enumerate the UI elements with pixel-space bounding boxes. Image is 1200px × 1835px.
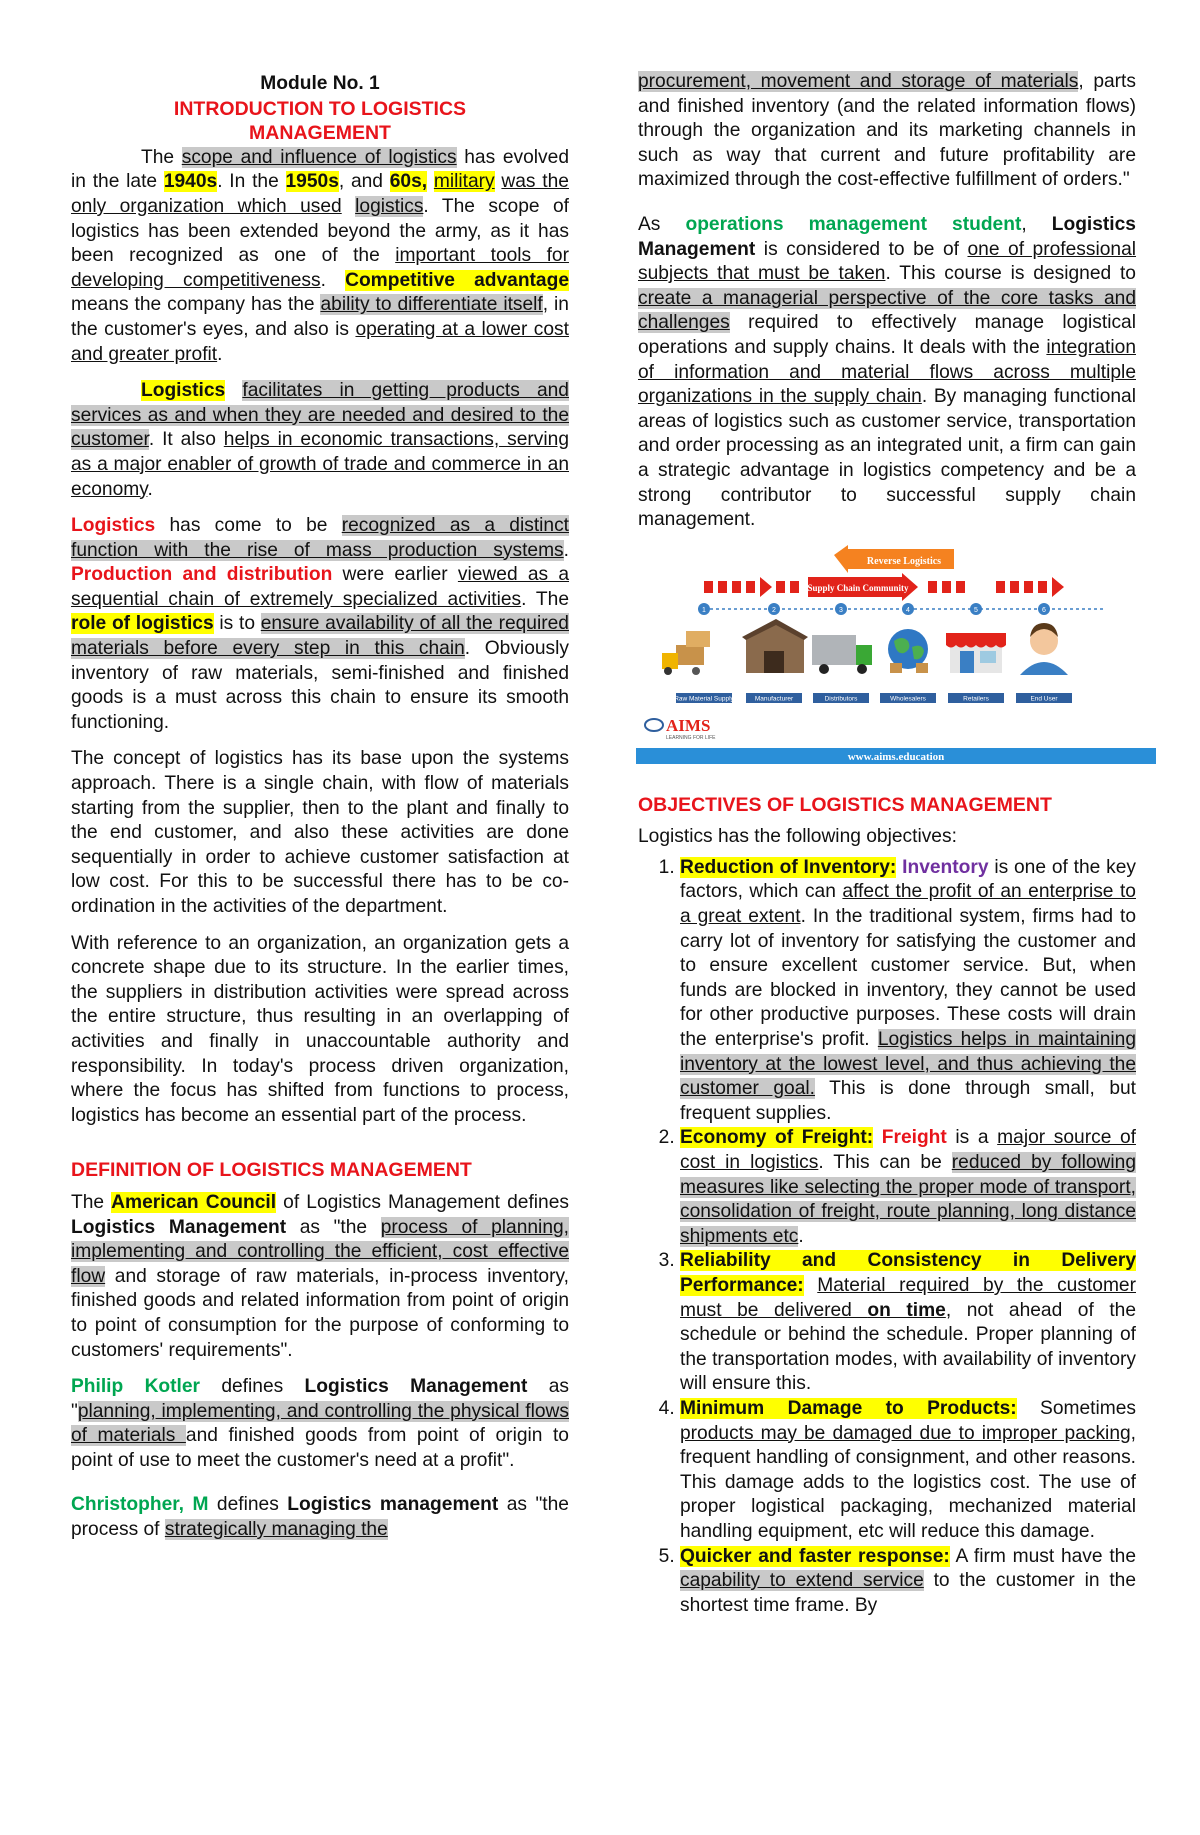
definition-heading: DEFINITION OF LOGISTICS MANAGEMENT <box>71 1159 472 1182</box>
svg-text:End User: End User <box>1030 695 1058 703</box>
title-line-1: INTRODUCTION TO LOGISTICS <box>173 97 467 120</box>
distinct-function-paragraph: Logistics has come to be recognized as a distinct function with the rise of mass production systems. Production and distribution were earlier viewed as a sequential chain of extremely specialized activities. The role of logistics is to ensure availability of all the required materials before every step in this chain. Obviously inventory of raw materials, semi-finished and finished goods is a must across this chain to ensure its smooth functioning. <box>71 515 570 733</box>
objective-item: 2. Economy of Freight: Freight is a major source of cost in logistics. This can be reduced by following measures like selecting the proper mode of transport, consolidation of freight, route planning, long distance shipments etc. <box>680 1126 1136 1249</box>
page-title <box>71 97 569 146</box>
objective-item: 1. Reduction of Inventory: Inventory is one of the key factors, which can affect the profit of an enterprise to a great extent. In the traditional system, firms had to carry lot of inventory for satisfying the customer and to ensure excellent customer service. But, when funds are blocked in inventory, they cannot be used for other productive purposes. These costs will drain the enterprise's profit. Logistics helps in maintaining inventory at the lowest level, and thus achieving the customer goal. This is done through small, but frequent supplies. <box>680 856 1136 1127</box>
operations-student-paragraph: As operations management student, Logistics Management is considered to be of one of professional subjects that must be taken. This course is designed to create a managerial perspective of the core tasks and challenges required to effectively manage logistical operations and supply chains. It deals with the integration of information and material flows across multiple organizations in the supply chain. By managing functional areas of logistics such as customer service, transportation and order processing as an integrated unit, a firm can gain a strategic advantage in logistics competency and be a strong contributor to successful supply chain management. <box>638 213 1137 531</box>
flow-dashes-middle <box>776 581 799 593</box>
christopher-definition: Christopher, M defines Logistics management as "the process of strategically managing the <box>71 1494 569 1541</box>
svg-text:LEARNING FOR LIFE: LEARNING FOR LIFE <box>666 734 716 741</box>
svg-text:4: 4 <box>906 606 910 614</box>
aims-logo <box>645 716 716 741</box>
christopher-definition-continued: procurement, movement and storage of materials, parts and finished inventory (and the related information flows) through the organization and its marketing channels in such as way that current and future profitability are maximized through the cost-effective fulfillment of orders." <box>638 71 1136 191</box>
flow-dashes-left <box>704 577 772 597</box>
objective-item: 4. Minimum Damage to Products: Sometimes products may be damaged due to improper packing, frequent handling of consignment, and other reasons. This damage adds to the logistics cost. The use of proper logistical packaging, mechanized material handling equipment, etc will reduce this damage. <box>680 1397 1136 1545</box>
flow-dashes-right <box>928 577 1064 597</box>
svg-text:2: 2 <box>772 606 776 614</box>
objectives-list <box>638 856 1136 1618</box>
systems-approach-paragraph: The concept of logistics has its base upon the systems approach. There is a single chain, with flow of materials starting from the supplier, then to the plant and finally to the end customer, and also these activities are done sequentially in order to achieve customer satisfaction at low cost. For this to be successful there has to be co-ordination in the activities of the department. <box>71 748 569 917</box>
kotler-definition: Philip Kotler defines Logistics Management as "planning, implementing, and controlling the physical flows of materials and finished goods from point of origin to point of use to meet the customer's need at a profit". <box>71 1376 569 1471</box>
objectives-heading: OBJECTIVES OF LOGISTICS MANAGEMENT <box>638 793 1052 816</box>
intro-paragraph: The scope and influence of logistics has evolved in the late 1940s. In the 1950s, and 60s, military was the only organization which used logistics. The scope of logistics has been extended beyond the army, as it has been recognized as one of the important tools for developing competitiveness. Competitive advantage means the company has the ability to differentiate itself, in the customer's eyes, and also is operating at a lower cost and greater profit. <box>71 146 569 365</box>
node-number-1 <box>698 603 710 615</box>
manufacturer-icon <box>742 619 808 673</box>
svg-text:Wholesalers: Wholesalers <box>890 695 926 703</box>
node-number-3 <box>835 603 847 615</box>
wholesaler-globe-icon <box>888 629 928 673</box>
node-number-4 <box>902 603 914 615</box>
distributor-truck-icon <box>812 635 872 674</box>
svg-text:AIMS: AIMS <box>666 715 711 735</box>
node-number-2 <box>768 603 780 615</box>
retailer-shop-icon <box>946 633 1006 673</box>
svg-text:3: 3 <box>839 606 843 614</box>
right-column <box>638 70 1136 1618</box>
svg-text:Retailers: Retailers <box>963 695 989 703</box>
raw-material-icon <box>662 631 710 675</box>
url-text: www.aims.education <box>847 750 945 763</box>
supply-chain-figure <box>636 545 1156 769</box>
svg-text:5: 5 <box>974 606 978 614</box>
reverse-logistics-label: Reverse Logistics <box>866 555 942 567</box>
svg-text:Distributors: Distributors <box>824 695 858 703</box>
title-line-2: MANAGEMENT <box>249 122 391 145</box>
svg-text:Raw Material Supply: Raw Material Supply <box>674 695 734 703</box>
facilitates-paragraph: Logistics facilitates in getting products and services as and when they are needed and desired to the customer. It also helps in economic transactions, serving as a major enabler of growth of trade and commerce in an economy. <box>71 380 570 500</box>
node-labels <box>674 693 1072 703</box>
supply-chain-community-label: Supply Chain Community <box>807 582 909 593</box>
objectives-intro: Logistics has the following objectives: <box>638 826 957 848</box>
svg-text:Manufacturer: Manufacturer <box>754 695 794 703</box>
supply-chain-diagram <box>636 545 1156 769</box>
svg-text:1: 1 <box>702 606 706 614</box>
left-column <box>71 72 569 1555</box>
module-number: Module No. 1 <box>260 73 380 94</box>
objective-item: 5. Quicker and faster response: A firm must have the capability to extend service to the customer in the shortest time frame. By <box>680 1545 1136 1619</box>
organization-paragraph: With reference to an organization, an organization gets a concrete shape due to its structure. In the earlier times, the suppliers in distribution activities were spread across the entire structure, thus resulting in an overlapping of activities and finally in unaccountable authority and responsibility. In today's process driven organization, where the focus has shifted from functions to process, logistics has become an essential part of the process. <box>71 932 569 1126</box>
node-number-6 <box>1038 603 1050 615</box>
node-number-5 <box>970 603 982 615</box>
american-council-definition: The American Council of Logistics Management defines Logistics Management as "the process of planning, implementing and controlling the efficient, cost effective flow and storage of raw materials, in-process inventory, finished goods and related information from point of origin to point of consumption for the purpose of conforming to customers' requirements". <box>71 1191 569 1361</box>
svg-text:6: 6 <box>1042 606 1046 614</box>
end-user-icon <box>1020 623 1068 675</box>
objective-item: 3. Reliability and Consistency in Delivery Performance: Material required by the customer must be delivered on time, not ahead of the schedule or behind the schedule. Proper planning of the transportation modes, with availability of inventory will ensure this. <box>680 1249 1136 1397</box>
